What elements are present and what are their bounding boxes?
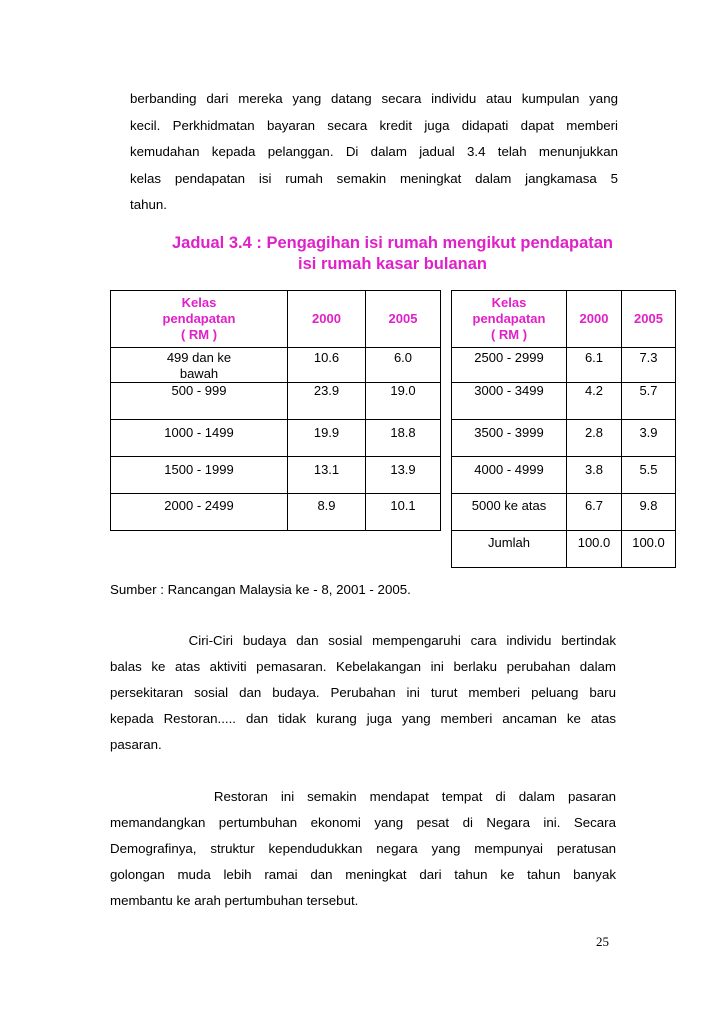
cell-kelas: 3500 - 3999 [452, 420, 567, 457]
cell-2005: 19.0 [366, 383, 441, 420]
cell-kelas: 500 - 999 [111, 383, 288, 420]
header-kelas [111, 291, 288, 348]
text-line: golongan muda lebih ramai dan meningkat dari tahun ke tahun banyak [110, 867, 616, 882]
total-blank [111, 531, 288, 568]
table-row [111, 420, 676, 457]
cell-kelas: 2000 - 2499 [111, 494, 288, 531]
cell-2000: 19.9 [288, 420, 366, 457]
cell-2000: 10.6 [288, 348, 366, 383]
table-gap [441, 457, 452, 494]
total-blank [288, 531, 366, 568]
cell-2000: 3.8 [567, 457, 622, 494]
header-2005: 2005 [366, 291, 441, 348]
table-gap [441, 291, 452, 348]
total-2000: 100.0 [567, 531, 622, 568]
text-line: memandangkan pertumbuhan ekonomi yang pesat di Negara ini. Secara [110, 815, 616, 830]
cell-2005: 6.0 [366, 348, 441, 383]
cell-2005: 13.9 [366, 457, 441, 494]
header-kelas-l3: ( RM ) [180, 327, 218, 342]
text-line: kelas pendapatan isi rumah semakin meningkat dalam jangkamasa 5 [130, 170, 618, 186]
cell-2005: 5.7 [622, 383, 676, 420]
cell-kelas [111, 348, 288, 383]
header-kelas-l2: pendapatan [162, 311, 236, 326]
table-title-line1: Jadual 3.4 : Pengagihan isi rumah mengikut pendapatan [171, 234, 613, 252]
header-kelas-right [452, 291, 567, 348]
table-gap [441, 383, 452, 420]
header-2000-right: 2000 [567, 291, 622, 348]
table-gap [441, 420, 452, 457]
cell-kelas-l1: 499 dan ke [166, 350, 232, 365]
table-header-row [111, 291, 676, 348]
table-row [111, 494, 676, 531]
text-line: berbanding dari mereka yang datang secara individu atau kumpulan yang [130, 91, 618, 106]
total-2005: 100.0 [622, 531, 676, 568]
cell-2000: 23.9 [288, 383, 366, 420]
table-gap [441, 348, 452, 383]
text-line: Demografinya, struktur kependudukkan negara yang mempunyai peratusan [110, 841, 616, 856]
cell-2005: 3.9 [622, 420, 676, 457]
page-number: 25 [596, 934, 609, 949]
income-distribution-table [110, 290, 676, 568]
header-kelas-l2: pendapatan [472, 311, 546, 326]
table-row [111, 383, 676, 420]
table-title-line2: isi rumah kasar bulanan [298, 255, 487, 273]
cell-kelas: 1500 - 1999 [111, 457, 288, 494]
text-line: kepada Restoran..... dan tidak kurang juga yang memberi ancaman ke atas [110, 711, 616, 726]
text-line: Ciri-Ciri budaya dan sosial mempengaruhi cara individu bertindak [110, 633, 616, 648]
header-kelas-l3: ( RM ) [490, 327, 528, 342]
intro-paragraph [130, 86, 618, 219]
table-gap [441, 494, 452, 531]
cell-kelas: 5000 ke atas [452, 494, 567, 531]
cell-kelas: 4000 - 4999 [452, 457, 567, 494]
text-line: persekitaran sosial dan budaya. Perubahan ini turut memberi peluang baru [110, 685, 616, 700]
cell-2000: 13.1 [288, 457, 366, 494]
cell-kelas: 3000 - 3499 [452, 383, 567, 420]
cell-2005: 7.3 [622, 348, 676, 383]
text-line: kemudahan kepada pelanggan. Di dalam jadual 3.4 telah menunjukkan [130, 144, 618, 159]
text-line: membantu ke arah pertumbuhan tersebut. [110, 893, 359, 908]
text-line: Restoran ini semakin mendapat tempat di dalam pasaran [110, 789, 616, 804]
cell-kelas-l2: bawah [179, 366, 219, 381]
table-gap [441, 531, 452, 568]
table-source: Sumber : Rancangan Malaysia ke - 8, 2001 - 2005. [110, 582, 411, 597]
header-2005-right: 2005 [622, 291, 676, 348]
cell-2005: 18.8 [366, 420, 441, 457]
table-row [111, 457, 676, 494]
culture-paragraph [110, 628, 616, 758]
cell-2000: 8.9 [288, 494, 366, 531]
text-line: kecil. Perkhidmatan bayaran secara kredit juga didapati dapat memberi [130, 117, 618, 133]
table-row [111, 348, 676, 383]
table-total-row [111, 531, 676, 568]
header-kelas-l1: Kelas [491, 295, 527, 310]
total-blank [366, 531, 441, 568]
restaurant-paragraph [110, 784, 616, 914]
header-2000: 2000 [288, 291, 366, 348]
cell-2000: 2.8 [567, 420, 622, 457]
cell-2000: 4.2 [567, 383, 622, 420]
cell-2000: 6.1 [567, 348, 622, 383]
text-line: balas ke atas aktiviti pemasaran. Kebelakangan ini berlaku perubahan dalam [110, 659, 616, 674]
cell-2005: 9.8 [622, 494, 676, 531]
cell-2005: 5.5 [622, 457, 676, 494]
cell-kelas: 2500 - 2999 [452, 348, 567, 383]
total-label: Jumlah [452, 531, 567, 568]
header-kelas-l1: Kelas [181, 295, 217, 310]
cell-2000: 6.7 [567, 494, 622, 531]
cell-kelas: 1000 - 1499 [111, 420, 288, 457]
text-line: tahun. [130, 197, 167, 212]
text-line: pasaran. [110, 737, 162, 752]
cell-2005: 10.1 [366, 494, 441, 531]
